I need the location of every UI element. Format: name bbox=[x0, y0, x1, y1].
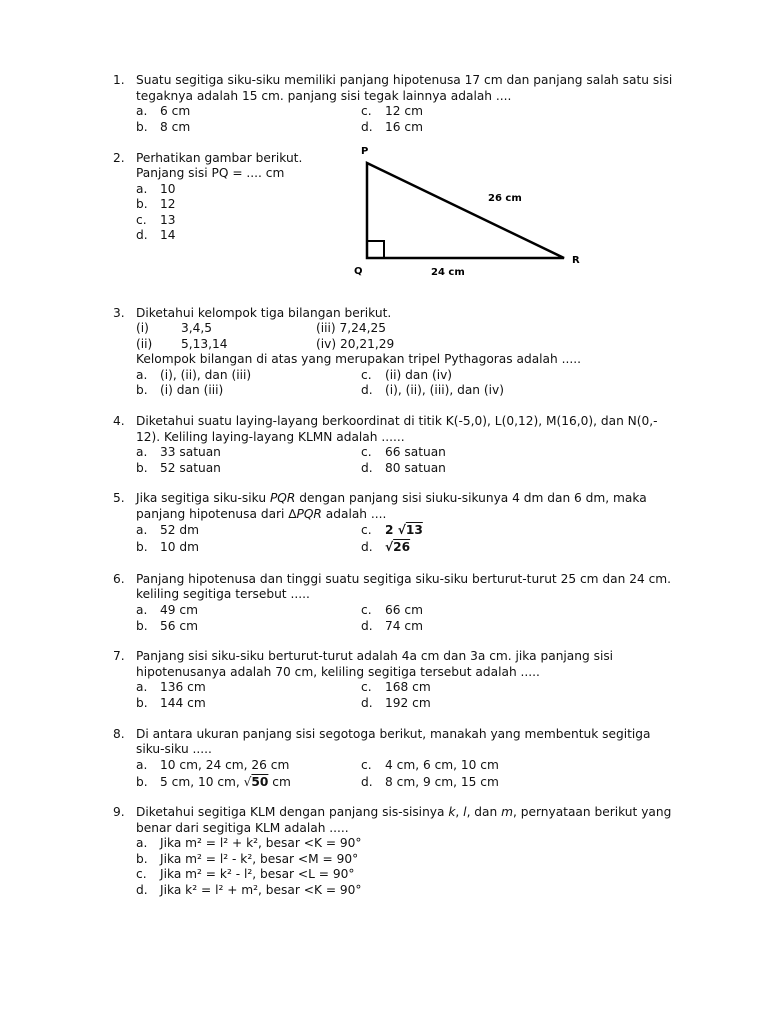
item-iii: (iii) 7,24,25 bbox=[316, 321, 387, 335]
question-text-line-1: Di antara ukuran panjang sisi segotoga berikut, manakah yang membentuk segitiga bbox=[136, 727, 651, 741]
option-b[interactable]: b. (i) dan (iii) bbox=[136, 383, 224, 397]
option-a[interactable]: a. Jika m² = l² + k², besar <K = 90° bbox=[136, 836, 362, 850]
option-b[interactable]: b. 8 cm bbox=[136, 120, 191, 134]
question-text-line-1: Diketahui segitiga KLM dengan panjang sis-sisinya k, l, dan m, pernyataan berikut yang bbox=[136, 805, 672, 819]
item-i-label: (i) bbox=[136, 321, 149, 335]
option-c[interactable]: c. 12 cm bbox=[361, 104, 423, 118]
option-c[interactable]: c. 4 cm, 6 cm, 10 cm bbox=[361, 758, 499, 772]
question-number: 1. bbox=[113, 73, 125, 87]
question-text-line-1: Diketahui kelompok tiga bilangan berikut. bbox=[136, 306, 392, 320]
option-d[interactable]: d. (i), (ii), (iii), dan (iv) bbox=[361, 383, 505, 397]
option-c[interactable]: c. 66 cm bbox=[361, 603, 423, 617]
option-d[interactable]: d. 8 cm, 9 cm, 15 cm bbox=[361, 775, 499, 789]
question-number: 2. bbox=[113, 151, 125, 165]
option-a[interactable]: a. (i), (ii), dan (iii) bbox=[136, 368, 252, 382]
question-text-line-2: benar dari segitiga KLM adalah ..... bbox=[136, 821, 349, 835]
option-a[interactable]: a. 52 dm bbox=[136, 523, 199, 537]
question-text-line-2: hipotenusanya adalah 70 cm, keliling segitiga tersebut adalah ..... bbox=[136, 665, 540, 679]
item-ii-value: 5,13,14 bbox=[181, 337, 228, 351]
vertex-label-r: R bbox=[572, 255, 580, 266]
option-c[interactable]: c. 66 satuan bbox=[361, 445, 446, 459]
option-b[interactable]: b. Jika m² = l² - k², besar <M = 90° bbox=[136, 852, 359, 866]
hypotenuse-label: 26 cm bbox=[488, 193, 522, 204]
question-text-line-2: Panjang sisi PQ = .... cm bbox=[136, 166, 285, 180]
item-i-value: 3,4,5 bbox=[181, 321, 213, 335]
option-d[interactable]: d. Jika k² = l² + m², besar <K = 90° bbox=[136, 883, 362, 897]
option-c[interactable]: c. 168 cm bbox=[361, 680, 431, 694]
option-d[interactable]: d. 16 cm bbox=[361, 120, 423, 134]
question-text-line-2: 12). Keliling laying-layang KLMN adalah ...... bbox=[136, 430, 405, 444]
option-c[interactable]: c. Jika m² = k² - l², besar <L = 90° bbox=[136, 867, 355, 881]
option-a[interactable]: a. 49 cm bbox=[136, 603, 198, 617]
item-ii-label: (ii) bbox=[136, 337, 153, 351]
question-number: 5. bbox=[113, 491, 125, 505]
option-c[interactable]: c. 13 bbox=[136, 213, 176, 227]
question-text-line-1: Suatu segitiga siku-siku memiliki panjang hipotenusa 17 cm dan panjang salah satu sisi bbox=[136, 73, 673, 87]
question-number: 7. bbox=[113, 649, 125, 663]
vertex-label-q: Q bbox=[354, 266, 363, 277]
question-text-line-1: Diketahui suatu laying-layang berkoordinat di titik K(-5,0), L(0,12), M(16,0), dan N(0,- bbox=[136, 414, 658, 428]
question-text-line-1: Perhatikan gambar berikut. bbox=[136, 151, 303, 165]
question-text-line-2: tegaknya adalah 15 cm. panjang sisi tegak lainnya adalah .... bbox=[136, 89, 512, 103]
option-a[interactable]: a. 136 cm bbox=[136, 680, 206, 694]
option-b[interactable]: b. 56 cm bbox=[136, 619, 198, 633]
option-a[interactable]: a. 10 cm, 24 cm, 26 cm bbox=[136, 758, 290, 772]
right-triangle-figure bbox=[340, 140, 600, 285]
option-a[interactable]: a. 33 satuan bbox=[136, 445, 221, 459]
option-c[interactable]: c. (ii) dan (iv) bbox=[361, 368, 453, 382]
option-d[interactable]: d. 80 satuan bbox=[361, 461, 446, 475]
question-text-line-1: Panjang sisi siku-siku berturut-turut adalah 4a cm dan 3a cm. jika panjang sisi bbox=[136, 649, 614, 663]
question-number: 8. bbox=[113, 727, 125, 741]
option-d[interactable]: d. 74 cm bbox=[361, 619, 423, 633]
question-text-line-2: keliling segitiga tersebut ..... bbox=[136, 587, 310, 601]
question-number: 3. bbox=[113, 306, 125, 320]
question-text-line-1: Jika segitiga siku-siku PQR dengan panjang sisi siuku-sikunya 4 dm dan 6 dm, maka bbox=[136, 491, 647, 505]
question-text-line-2: Kelompok bilangan di atas yang merupakan tripel Pythagoras adalah ..... bbox=[136, 352, 581, 366]
option-b[interactable]: b. 5 cm, 10 cm, √50 cm bbox=[136, 775, 291, 789]
base-label: 24 cm bbox=[431, 267, 465, 278]
question-number: 9. bbox=[113, 805, 125, 819]
question-text-line-2: panjang hipotenusa dari ∆PQR adalah .... bbox=[136, 507, 387, 521]
option-d[interactable]: d. 14 bbox=[136, 228, 176, 242]
vertex-label-p: P bbox=[361, 146, 369, 157]
question-text-line-1: Panjang hipotenusa dan tinggi suatu segitiga siku-siku berturut-turut 25 cm dan 24 cm. bbox=[136, 572, 672, 586]
option-c[interactable]: c. 2 √13 bbox=[361, 523, 423, 537]
right-angle-marker bbox=[367, 241, 384, 258]
option-d[interactable]: d. √26 bbox=[361, 540, 411, 554]
option-b[interactable]: b. 144 cm bbox=[136, 696, 206, 710]
item-iv: (iv) 20,21,29 bbox=[316, 337, 395, 351]
option-d[interactable]: d. 192 cm bbox=[361, 696, 431, 710]
question-text-line-2: siku-siku ..... bbox=[136, 742, 212, 756]
option-b[interactable]: b. 52 satuan bbox=[136, 461, 221, 475]
question-number: 4. bbox=[113, 414, 125, 428]
option-a[interactable]: a. 10 bbox=[136, 182, 176, 196]
option-b[interactable]: b. 12 bbox=[136, 197, 176, 211]
option-b[interactable]: b. 10 dm bbox=[136, 540, 199, 554]
question-number: 6. bbox=[113, 572, 125, 586]
option-a[interactable]: a. 6 cm bbox=[136, 104, 191, 118]
triangle-pqr bbox=[367, 163, 564, 258]
